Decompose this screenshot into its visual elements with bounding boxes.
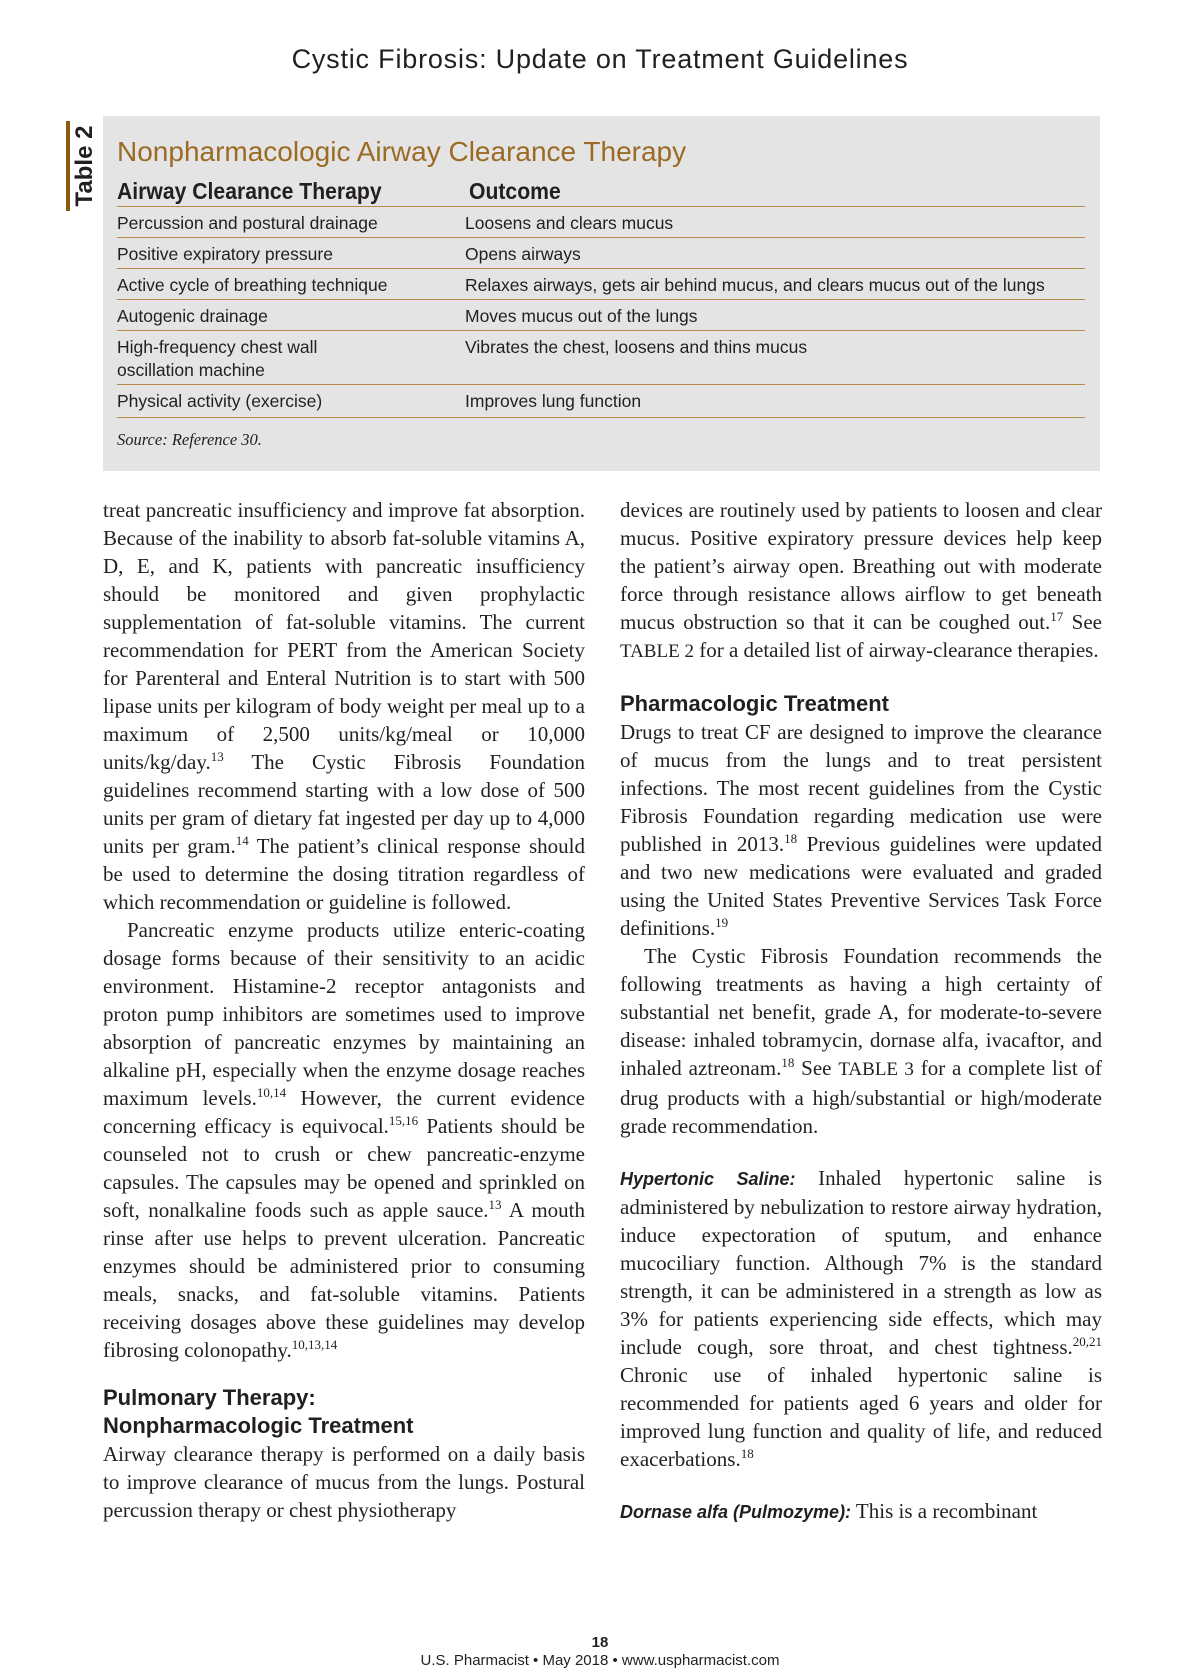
outcome-cell: Improves lung function [465, 391, 642, 411]
body-paragraph: devices are routinely used by patients to loosen and clear mucus. Positive expiratory pressure devices help keep the patient’s airway open. Breathing out with moderate force through resistance allows airflow to get beneath mucus obstruction so that it can be coughed out.$^{17}$ See TABLE 2 for a detailed list of airway-clearance therapies. [620, 498, 1102, 662]
therapy-cell: Physical activity (exercise) [117, 391, 323, 411]
table-tab [66, 121, 100, 211]
outcome-cell: Loosens and clears mucus [465, 213, 674, 233]
table-tab-label: Table 2 [71, 125, 98, 207]
table-2 [103, 116, 1100, 471]
body-paragraph: Airway clearance therapy is performed on a daily basis to improve clearance of mucus from the lungs. Postural percussion therapy or chest physiotherapy [103, 1442, 585, 1522]
column-header-outcome: Outcome [469, 178, 561, 204]
outcome-cell: Relaxes airways, gets air behind mucus, and clears mucus out of the lungs [465, 275, 1045, 295]
table-source: Source: Reference 30. [117, 430, 262, 449]
outcome-cell: Moves mucus out of the lungs [465, 306, 698, 326]
table-row [117, 330, 1085, 384]
table-reference: TABLE 2 [620, 641, 694, 662]
table-row [117, 206, 1085, 237]
therapy-cell: Active cycle of breathing technique [117, 275, 388, 295]
outcome-cell: Vibrates the chest, loosens and thins mucus [465, 337, 808, 357]
therapy-cell: Autogenic drainage [117, 306, 268, 326]
body-paragraph: treat pancreatic insufficiency and improve fat absorption. Because of the inability to absorb fat-soluble vitamins A, D, E, and K, patients with pancreatic insufficiency should be monitored and given prophylactic supplementation of fat-soluble vitamins. The current recommendation for PERT from the American Society for Parenteral and Enteral Nutrition is to start with 500 lipase units per kilogram of body weight per meal up to a maximum of 2,500 units/kg/meal or 10,000 units/kg/day.$^{13}$ The Cystic Fibrosis Foundation guidelines recommend starting with a low dose of 500 units per gram of dietary fat ingested per day up to 4,000 units per gram.$^{14}$ The patient’s clinical response should be used to determine the dosing titration regardless of which recommendation or guideline is followed. [103, 498, 585, 914]
therapy-cell: High-frequency chest wall oscillation machine [117, 337, 318, 380]
section-heading-pulmonary: Pulmonary Therapy: [103, 1385, 316, 1410]
body-paragraph: Dornase alfa (Pulmozyme): This is a recombinant [620, 1499, 1038, 1523]
table-row [117, 299, 1085, 330]
table-row [117, 237, 1085, 268]
body-paragraph: Drugs to treat CF are designed to improve the clearance of mucus from the lungs and to treat persistent infections. The most recent guidelines from the Cystic Fibrosis Foundation regarding medication use were published in 2013.18 Previous guidelines were updated and two new medications were evaluated and graded using the United States Preventive Services Task Force definitions.$^{19}$ [620, 720, 1103, 940]
table-row [117, 268, 1085, 299]
left-column [103, 496, 585, 1524]
body-paragraph: Pancreatic enzyme products utilize enteric-coating dosage forms because of their sensitivity to an acidic environment. Histamine-2 receptor antagonists and proton pump inhibitors are sometimes used to improve absorption of pancreatic enzymes by maintaining an alkaline pH, especially when the enzyme dosage reaches maximum levels.$^{10,14}$ However, the current evidence concerning efficacy is equivocal.$^{15,16}$ Patients should be counseled not to crush or chew pancreatic-enzyme capsules. The capsules may be opened and sprinkled on soft, nonalkaline foods such as apple sauce.$^{13}$ A mouth rinse after use helps to prevent ulceration. Pancreatic enzymes should be administered prior to consuming meals, snacks, and fat-soluble vitamins. Patients receiving dosages above these guidelines may develop fibrosing colonopathy.$^{10,13,14}$ [103, 918, 586, 1362]
running-head: Cystic Fibrosis: Update on Treatment Guidelines [291, 44, 909, 74]
table-title: Nonpharmacologic Airway Clearance Therapy [117, 136, 687, 167]
page-number: 18 [591, 1634, 609, 1651]
column-header-therapy: Airway Clearance Therapy [117, 178, 382, 204]
body-paragraph: The Cystic Fibrosis Foundation recommends the following treatments as having a high certainty of substantial net benefit, grade A, for moderate-to-severe disease: inhaled tobramycin, dornase alfa, ivacaftor, and inhaled aztreonam.$^{18}$ See TABLE 3 for a complete list of drug products with a high/substantial or high/moderate grade recommendation. [620, 944, 1102, 1138]
therapy-cell: Percussion and postural drainage [117, 213, 378, 233]
table-reference: TABLE 3 [838, 1059, 914, 1080]
right-column [620, 496, 1102, 1526]
body-paragraph: Hypertonic Saline: Inhaled hypertonic saline is administered by nebulization to restore airway hydration, induce expectoration of sputum, and enhance mucociliary function. Although 7% is the standard strength, it can be administered in a strength as low as 3% for patients experiencing side effects, which may include cough, sore throat, and chest tightness.$^{20,21}$ Chronic use of inhaled hypertonic saline is recommended for patients aged 6 years and older for improved lung function and quality of life, and reduced exacerbations.$^{18}$ [620, 1166, 1102, 1471]
runin-heading-dornase-alfa: Dornase alfa (Pulmozyme): [620, 1502, 852, 1522]
therapy-cell: Positive expiratory pressure [117, 244, 333, 264]
section-heading-pharmacologic: Pharmacologic Treatment [620, 691, 889, 716]
table-row [117, 384, 1085, 418]
publication-footer: U.S. Pharmacist • May 2018 • www.uspharmacist.com [420, 1652, 780, 1669]
runin-heading-hypertonic-saline: Hypertonic Saline: [620, 1169, 796, 1189]
section-heading-nonpharmacologic: Nonpharmacologic Treatment [103, 1413, 414, 1438]
outcome-cell: Opens airways [465, 244, 581, 264]
